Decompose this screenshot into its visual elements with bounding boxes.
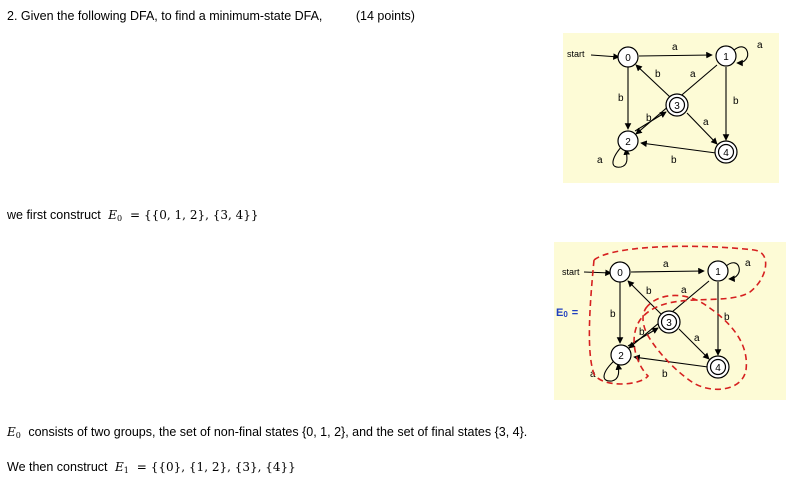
svg-text:3: 3: [674, 101, 680, 112]
e0-explanation-subscript: 0: [15, 431, 21, 440]
question-title: 2. Given the following DFA, to find a minimum-state DFA,: [7, 9, 323, 23]
dfa-state-0: [618, 47, 638, 67]
e0-intro-prefix: we first construct: [7, 208, 101, 222]
e0-explanation: [7, 425, 527, 440]
e1-symbol: E: [115, 460, 124, 474]
e0-symbol: E: [108, 208, 118, 222]
dfa-edge-label-3-0: b: [655, 69, 661, 80]
partition-label-e: E: [556, 307, 564, 319]
svg-text:1: 1: [715, 267, 721, 278]
dfa-edge-label-0-2: b: [618, 93, 624, 104]
e1-intro: [7, 460, 296, 475]
partition-edge-label-0-1: a: [663, 259, 669, 270]
svg-text:1: 1: [723, 52, 729, 63]
e1-intro-prefix: We then construct: [7, 460, 108, 474]
dfa-state-4: [715, 141, 737, 163]
dfa-start-label: start: [567, 49, 585, 59]
e0-value: {{0, 1, 2}, {3, 4}}: [144, 208, 259, 222]
partition-edge-label-2-3: b: [639, 327, 645, 338]
e0-equals: =: [129, 208, 141, 222]
dfa-edge-label-2-3: b: [646, 113, 652, 124]
e0-subscript: 0: [117, 214, 123, 223]
partition-edge-label-2-2: a: [590, 369, 596, 380]
question-points: (14 points): [355, 9, 415, 23]
dfa-edge-label-0-1: a: [672, 42, 678, 53]
e0-explanation-symbol-wrap: [7, 425, 21, 439]
svg-text:2: 2: [618, 351, 624, 362]
e1-subscript: 1: [123, 466, 129, 475]
e0-intro: [7, 208, 259, 223]
e0-explanation-symbol: E: [7, 425, 16, 439]
partition-edge-label-1-1: a: [745, 258, 751, 269]
dfa-state-2: [618, 131, 638, 151]
dfa-edge-label-4-2: b: [671, 155, 677, 166]
e0-explanation-text: consists of two groups, the set of non-final states {0, 1, 2}, and the set of final states {3, 4}.: [28, 425, 528, 439]
partition-edge-label-1-2: a: [681, 285, 687, 296]
partition-edge-label-3-0: b: [646, 286, 652, 297]
svg-text:4: 4: [723, 148, 729, 159]
partition-edge-label-3-4: a: [694, 333, 700, 344]
e0-intro-formula: [108, 208, 258, 222]
partition-label-sub: 0: [563, 310, 568, 319]
dfa-edge-label-1-2: a: [690, 69, 696, 80]
partition-diagram: [554, 242, 786, 400]
svg-text:2: 2: [625, 137, 631, 148]
partition-state-3: [658, 311, 680, 333]
partition-label-eq: =: [571, 307, 579, 319]
e1-intro-formula: [115, 460, 296, 474]
e1-equals: =: [136, 460, 147, 474]
question-text: [7, 9, 415, 23]
dfa-diagram: [563, 33, 779, 183]
partition-state-2: [611, 345, 631, 365]
dfa-edge-label-1-1: a: [757, 40, 763, 51]
partition-edge-label-4-2: b: [662, 369, 668, 380]
dfa-state-1: [716, 46, 736, 66]
svg-text:4: 4: [715, 363, 721, 374]
dfa-edge-label-3-4: a: [703, 117, 709, 128]
partition-figure: [554, 242, 786, 400]
dfa-edge-label-1-4: b: [733, 96, 739, 107]
svg-text:0: 0: [617, 268, 623, 279]
dfa-edge-label-2-2: a: [597, 155, 603, 166]
partition-start-label: start: [562, 267, 580, 277]
partition-edge-label-0-2: b: [610, 309, 616, 320]
e1-value: {{0}, {1, 2}, {3}, {4}}: [150, 460, 296, 474]
partition-state-0: [610, 262, 630, 282]
svg-text:0: 0: [625, 53, 631, 64]
dfa-state-3: [666, 94, 688, 116]
svg-text:3: 3: [666, 318, 672, 329]
partition-state-4: [707, 356, 729, 378]
partition-edge-label-1-4: b: [724, 312, 730, 323]
partition-state-1: [708, 261, 728, 281]
dfa-figure: [563, 33, 779, 183]
